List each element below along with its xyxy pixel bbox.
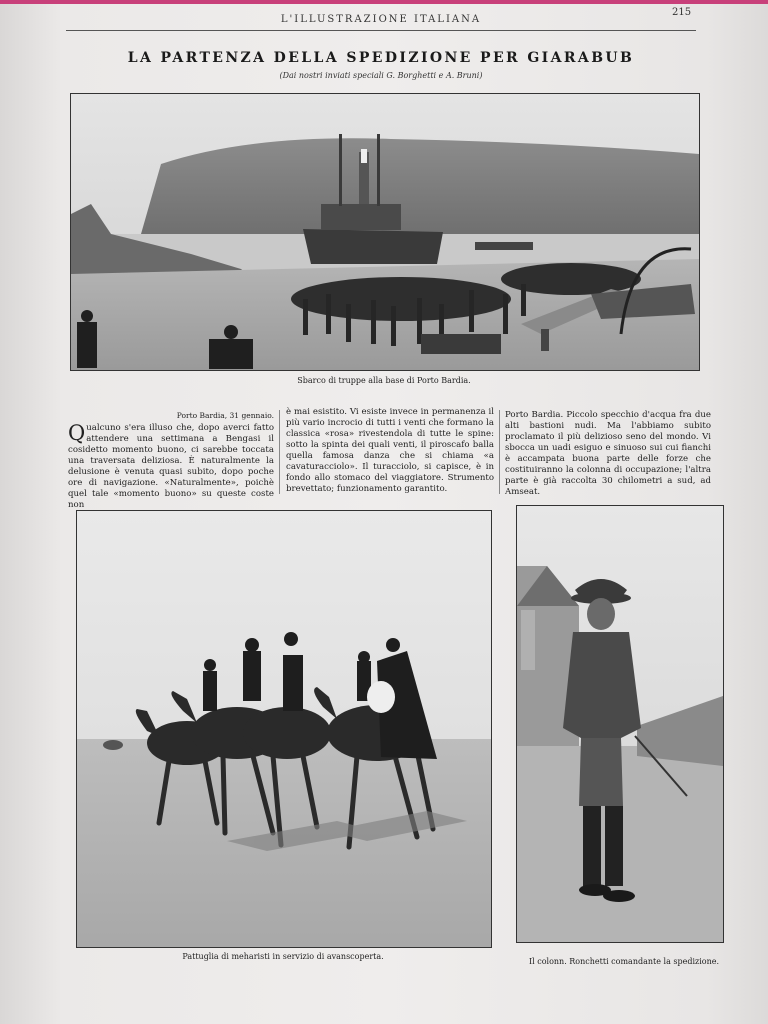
colonel-portrait-photo bbox=[516, 505, 724, 943]
text-column-1 bbox=[68, 410, 274, 511]
page-number: 215 bbox=[672, 7, 692, 18]
article-title: LA PARTENZA DELLA SPEDIZIONE PER GIARABUB bbox=[127, 50, 635, 66]
running-header: L'ILLUSTRAZIONE ITALIANA bbox=[280, 14, 482, 25]
top-photo-caption: Sbarco di truppe alla base di Porto Bardia. bbox=[297, 376, 471, 385]
text-column-3 bbox=[505, 410, 711, 498]
column-2-text: è mai esistito. Vi esiste invece in permanenza il più vario incrocio di tutti i venti che formano la classica «rosa» rivestendola di tutte le spine: sotto la spinta dei quali venti, il piroscafo balla quella famosa danza che si chiama «a cavaturacciolo». Il turacciolo, si capisce, è in fondo allo stomaco del viaggiatore. Strumento brevettato; funzionamento garantito. bbox=[286, 407, 494, 494]
harbor-photo bbox=[70, 93, 700, 371]
drop-cap: Q bbox=[68, 421, 86, 445]
text-column-2 bbox=[286, 407, 494, 495]
dateline: Porto Bardia, 31 gennaio. bbox=[176, 411, 274, 420]
bottom-left-caption: Pattuglia di meharisti in servizio di avanscoperta. bbox=[182, 952, 384, 961]
camel-patrol-photo bbox=[76, 510, 492, 948]
column-1-text: ualcuno s'era illuso che, dopo averci fatto attendere una settimana a Bengasi il cosidetto momento buono, ci sarebbe toccata una traversata deliziosa. È naturalmente la delusione è venuta quasi subito, dopo poche ore di navigazione. «Naturalmente», poichè quel tale «momento buono» su queste coste non bbox=[68, 423, 274, 510]
article-subtitle: (Dai nostri inviati speciali G. Borghetti e A. Bruni) bbox=[279, 71, 483, 80]
column-rule-2 bbox=[499, 410, 500, 494]
column-rule-1 bbox=[279, 410, 280, 494]
header-rule bbox=[66, 30, 696, 31]
bottom-right-caption: Il colonn. Ronchetti comandante la spedizione. bbox=[528, 957, 720, 966]
column-3-text: Porto Bardia. Piccolo specchio d'acqua fra due alti bastioni nudi. Ma l'abbiamo subito proclamato il più delizioso seno del mondo. Vi sbocca un uadi esiguo e sinuoso sui cui fianchi è accampata buona parte delle forze che costituiranno la colonna di occupazione; l'altra parte è già raccolta 30 chilometri a sud, ad Amseat. bbox=[505, 410, 711, 497]
